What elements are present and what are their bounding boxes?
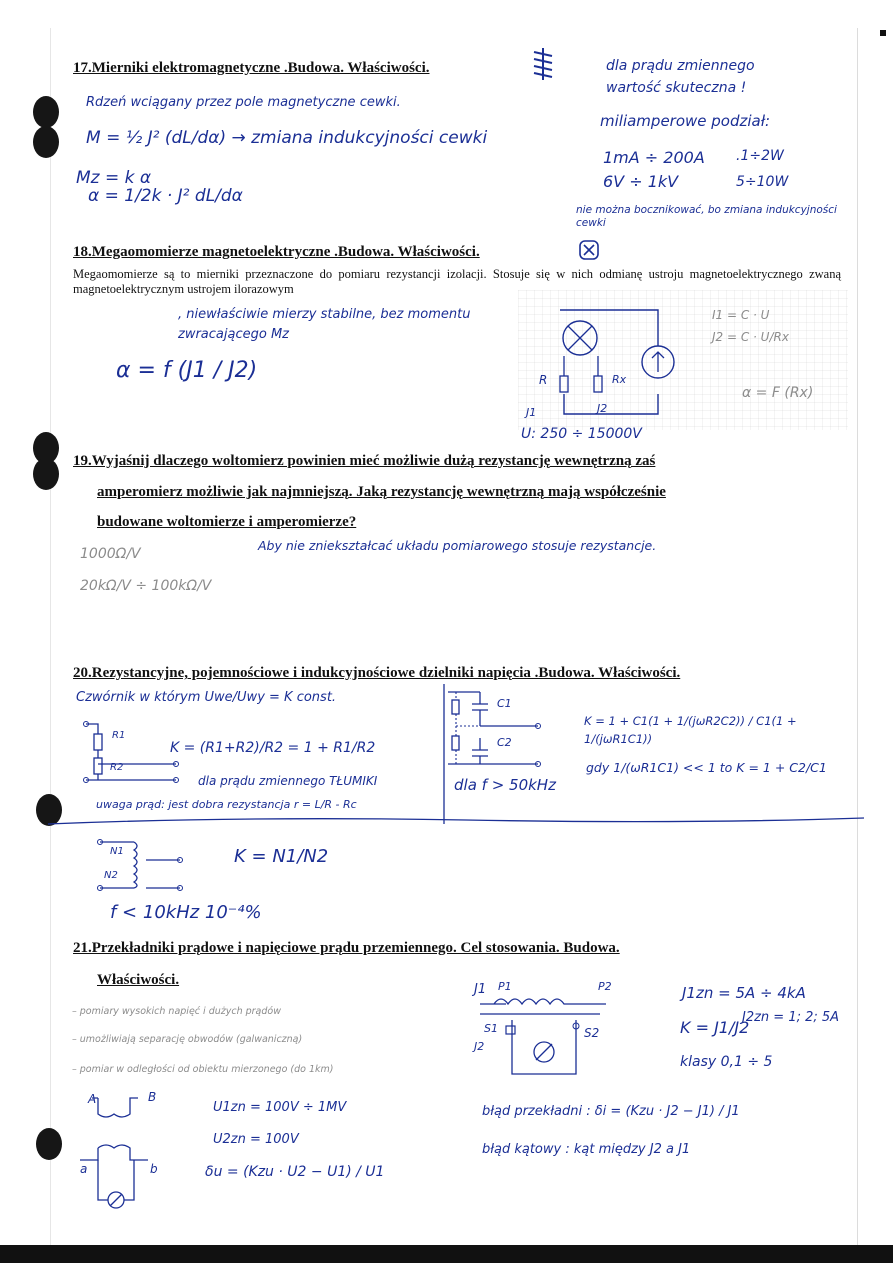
scan-bottom-edge [0,1245,893,1263]
q21-label-j2: J2 [474,1040,485,1053]
q21-voltage-secondary: U2zn = 100V [213,1132,299,1147]
q21-voltage-error: δu = (Kzu · U2 − U1) / U1 [205,1164,385,1180]
q17-side-5: .1÷2W [736,148,784,164]
q17-formula-mz: Mz = k α [76,168,152,188]
q20-formula-resistive: K = (R1+R2)/R2 = 1 + R1/R2 [170,740,376,756]
q21-pencil-note-3: – pomiar w odległości od obiektu mierzonego (do 1km) [72,1064,334,1075]
q21-label-p2: P2 [598,980,612,993]
q17-side-4: 1mA ÷ 200A [603,148,705,167]
q17-side-6: 6V ÷ 1kV [603,172,679,191]
resistive-divider-diagram [84,720,180,784]
q21-angle-error: błąd kątowy : kąt między J2 a J1 [482,1142,691,1157]
voltage-transformer-diagram [66,1090,166,1210]
q18-note-1: , niewłaściwie mierzy stabilne, bez momentu zwracającego Mz [178,307,471,342]
capacitive-divider-diagram [440,684,544,824]
q20-note-quadripole: Czwórnik w którym Uwe/Uwy = K const. [76,690,337,705]
q20-label-n2: N2 [104,870,118,881]
q21-accuracy-class: klasy 0,1 ÷ 5 [680,1054,773,1070]
q17-formula-moment: M = ½ J² (dL/dα) → zmiana indukcyjności cewki [86,128,488,148]
question-20-title: 20.Rezystancyjne, pojemnościowe i indukcyjnościowe dzielniki napięcia .Budowa. Właściwości. [73,665,681,681]
q21-label-p1: P1 [498,980,512,993]
binder-hole [33,458,59,490]
q18-formula-alpha: α = f (J1 / J2) [116,358,258,383]
q18-label-r: R [539,373,548,387]
binder-hole [33,96,59,128]
q21-label-a-upper: A [88,1092,97,1106]
q19-value-2: 20kΩ/V ÷ 100kΩ/V [80,578,212,594]
question-21-title-line-2: Właściwości. [97,972,180,988]
q17-side-1: dla prądu zmiennego [606,58,755,74]
q21-pencil-note-1: – pomiary wysokich napięć i dużych prądów [72,1006,281,1017]
q20-label-c2: C2 [497,736,512,749]
q17-side-2: wartość skuteczna ! [606,80,747,96]
q20-label-n1: N1 [110,846,124,857]
q18-label-j1: J1 [526,406,537,419]
q21-label-j1: J1 [474,982,487,997]
q18-voltage-range: U: 250 ÷ 15000V [521,426,642,442]
q21-label-b-upper: B [148,1090,157,1104]
q20-label-r1: R1 [112,730,126,741]
q20-note-condition: gdy 1/(ωR1C1) << 1 to K = 1 + C2/C1 [586,760,827,775]
q18-label-j2: J2 [597,402,608,415]
question-19-title-line-2: amperomierz możliwie jak najmniejszą. Jaką rezystancję wewnętrzną mają współcześnie [97,484,666,500]
q20-formula-inductive: K = N1/N2 [234,846,329,867]
q20-label-c1: C1 [497,697,512,710]
question-21-title-line-1: 21.Przekładniki prądowe i napięciowe prądu przemiennego. Cel stosowania. Budowa. [73,940,620,956]
question-17-title: 17.Mierniki elektromagnetyczne .Budowa. Właściwości. [73,60,430,76]
q21-label-s2: S2 [584,1026,600,1040]
question-19-title-line-3: budowane woltomierze i amperomierze? [97,514,357,530]
q18-label-rx: Rx [612,373,627,386]
question-18-title: 18.Megaomomierze magnetoelektryczne .Budowa. Właściwości. [73,244,480,260]
q20-note-frequency-limit: f < 10kHz 10⁻⁴% [110,902,262,923]
q18-formula-i1: I1 = C · U [712,308,770,322]
q18-formula-f-rx: α = F (Rx) [742,385,814,401]
current-transformer-diagram [466,990,626,1080]
q20-label-r2: R2 [110,762,124,773]
crossed-circle-icon [578,239,600,261]
section-divider-line [46,814,866,828]
megaohmmeter-circuit-diagram [518,290,848,438]
q17-note-1: Rdzeń wciągany przez pole magnetyczne cewki. [86,95,401,110]
q17-side-7: 5÷10W [736,174,789,190]
q17-side-8: nie można bocznikować, bo zmiana indukcyjności cewki [576,204,837,229]
q21-voltage-primary: U1zn = 100V ÷ 1MV [213,1100,347,1115]
q21-label-a-lower: a [80,1162,88,1176]
q20-formula-capacitive: K = 1 + C1(1 + 1/(jωR2C2)) / C1(1 + 1/(jωR1C1)) [584,714,797,746]
binder-hole [33,126,59,158]
q20-note-attenuators: dla prądu zmiennego TŁUMIKI [198,774,378,788]
q21-pencil-note-2: – umożliwiają separację obwodów (galwaniczną) [72,1034,303,1045]
q21-ratio: K = J1/J2 [680,1018,750,1037]
coil-core-icon [530,46,556,82]
q21-ratio-error: błąd przekładni : δi = (Kzu · J2 − J1) / J1 [482,1104,740,1119]
q19-value-1: 1000Ω/V [80,546,141,562]
q18-formula-j2: J2 = C · U/Rx [712,330,789,344]
binder-hole [36,1128,62,1160]
q21-current-primary: J1zn = 5A ÷ 4kA [682,984,806,1002]
q18-body-text: Megaomomierze są to mierniki przeznaczone do pomiaru rezystancji izolacji. Stosuje się w nich odmianę ustroju magnetoelektrycznego zwaną magnetoelektrycznym ustrojem ilorazowym [73,267,841,296]
scan-speck [880,30,886,36]
q21-current-secondary: J2zn = 1; 2; 5A [742,1010,840,1025]
q21-label-s1: S1 [484,1022,498,1035]
q17-formula-alpha: α = 1/2k · J² dL/dα [88,186,243,206]
q21-label-b-lower: b [150,1162,158,1176]
question-19-title-line-1: 19.Wyjaśnij dlaczego woltomierz powinien mieć możliwie dużą rezystancję wewnętrzną zaś [73,453,656,469]
inductive-divider-diagram [96,836,186,896]
q20-note-warning: uwaga prąd: jest dobra rezystancja r = L/R - Rc [96,798,357,811]
q20-note-frequency: dla f > 50kHz [454,776,556,794]
q17-side-3: miliamperowe podział: [600,112,771,130]
q19-answer: Aby nie zniekształcać układu pomiarowego stosuje rezystancje. [258,538,657,553]
